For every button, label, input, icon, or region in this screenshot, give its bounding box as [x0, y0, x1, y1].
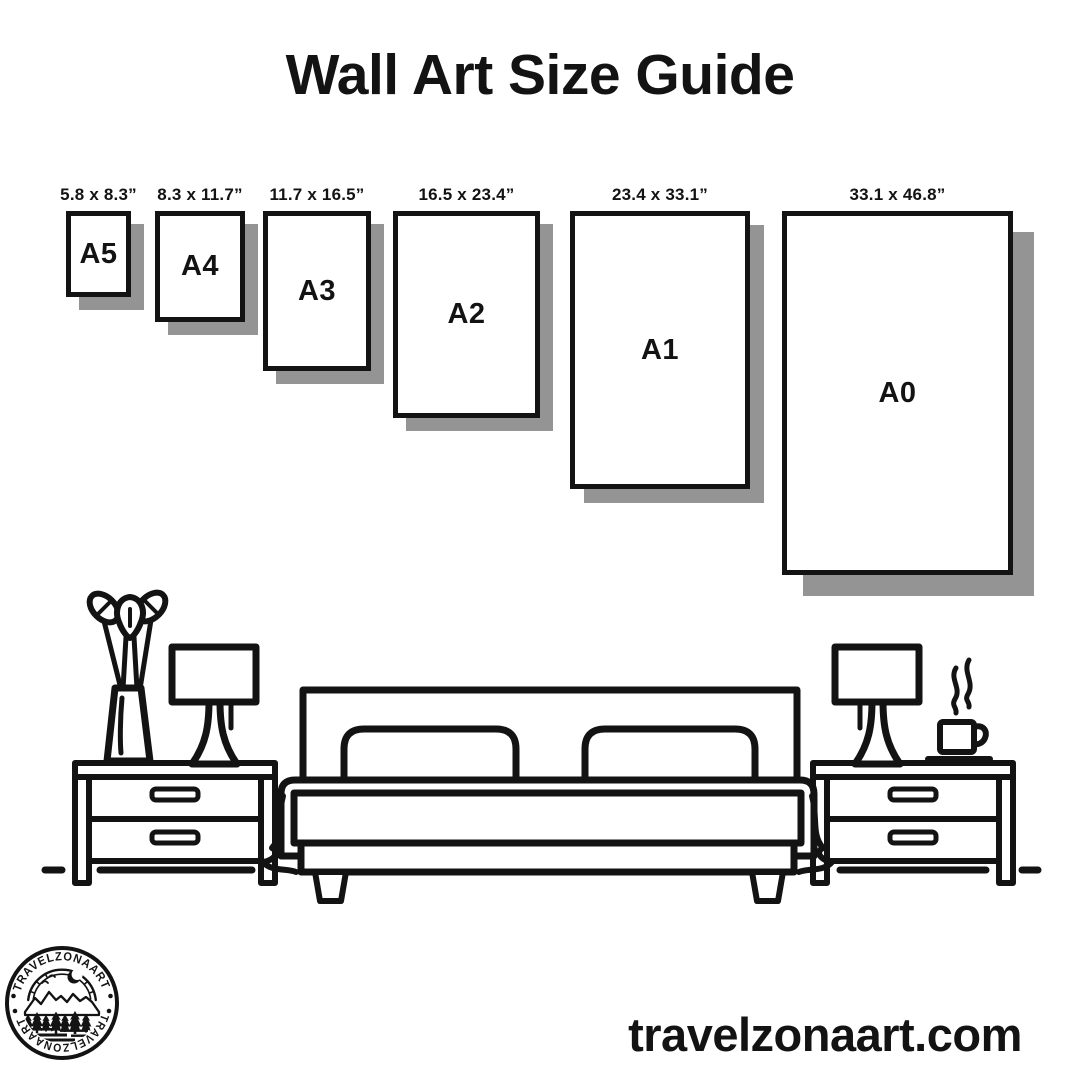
double-bed-icon: [263, 690, 832, 901]
bed-leg-icon: [315, 872, 346, 901]
drawer-handle-icon: [890, 832, 936, 843]
size-name-label: A0: [878, 376, 917, 409]
brand-name-arc-bottom: TRAVELZONAART: [14, 1012, 111, 1054]
size-dimensions-label: 23.4 x 33.1”: [612, 185, 708, 204]
size-dimensions-label: 33.1 x 46.8”: [849, 185, 946, 204]
table-lamp-right-icon: [835, 647, 919, 764]
paper-sheet: [66, 211, 131, 297]
steam-icon: [954, 660, 971, 713]
bedroom-illustration: [0, 585, 1080, 915]
drawer-handle-icon: [152, 832, 198, 843]
size-name-label: A1: [640, 333, 680, 366]
paper-size-card-a5: [60, 166, 137, 297]
paper-size-card-a3: [263, 166, 371, 371]
drawer-handle-icon: [890, 789, 936, 800]
paper-sheet: [570, 211, 750, 489]
paper-sheet: [263, 211, 371, 371]
size-dimensions-label: 16.5 x 23.4”: [418, 185, 515, 204]
paper-size-card-a4: [155, 166, 245, 322]
paper-size-card-a2: [393, 166, 540, 418]
size-name-label: A5: [79, 237, 118, 270]
page-title: Wall Art Size Guide: [285, 43, 795, 107]
bed-leg-icon: [752, 872, 783, 901]
size-name-label: A4: [180, 250, 220, 282]
brand-name-arc-top: TRAVELZONAART: [10, 949, 114, 994]
paper-size-card-a1: [570, 166, 750, 489]
coffee-cup-icon: [928, 660, 990, 759]
paper-size-card-a0: [782, 166, 1013, 575]
size-name-label: A3: [297, 274, 337, 307]
brand-logo: [0, 936, 126, 1070]
paper-sheet: [782, 211, 1013, 575]
vase-plant-icon: [84, 587, 171, 761]
drawer-handle-icon: [152, 789, 198, 800]
paper-sheet: [393, 211, 540, 418]
size-dimensions-label: 11.7 x 16.5”: [269, 185, 365, 204]
size-name-label: A2: [447, 298, 486, 330]
website-url: travelzonaart.com: [628, 1008, 1022, 1061]
size-dimensions-label: 8.3 x 11.7”: [157, 185, 243, 204]
nightstand-right-icon: [813, 763, 1013, 883]
table-lamp-left-icon: [172, 647, 256, 764]
size-dimensions-label: 5.8 x 8.3”: [60, 185, 137, 204]
paper-sheet: [155, 211, 245, 322]
nightstand-left-icon: [75, 763, 275, 883]
